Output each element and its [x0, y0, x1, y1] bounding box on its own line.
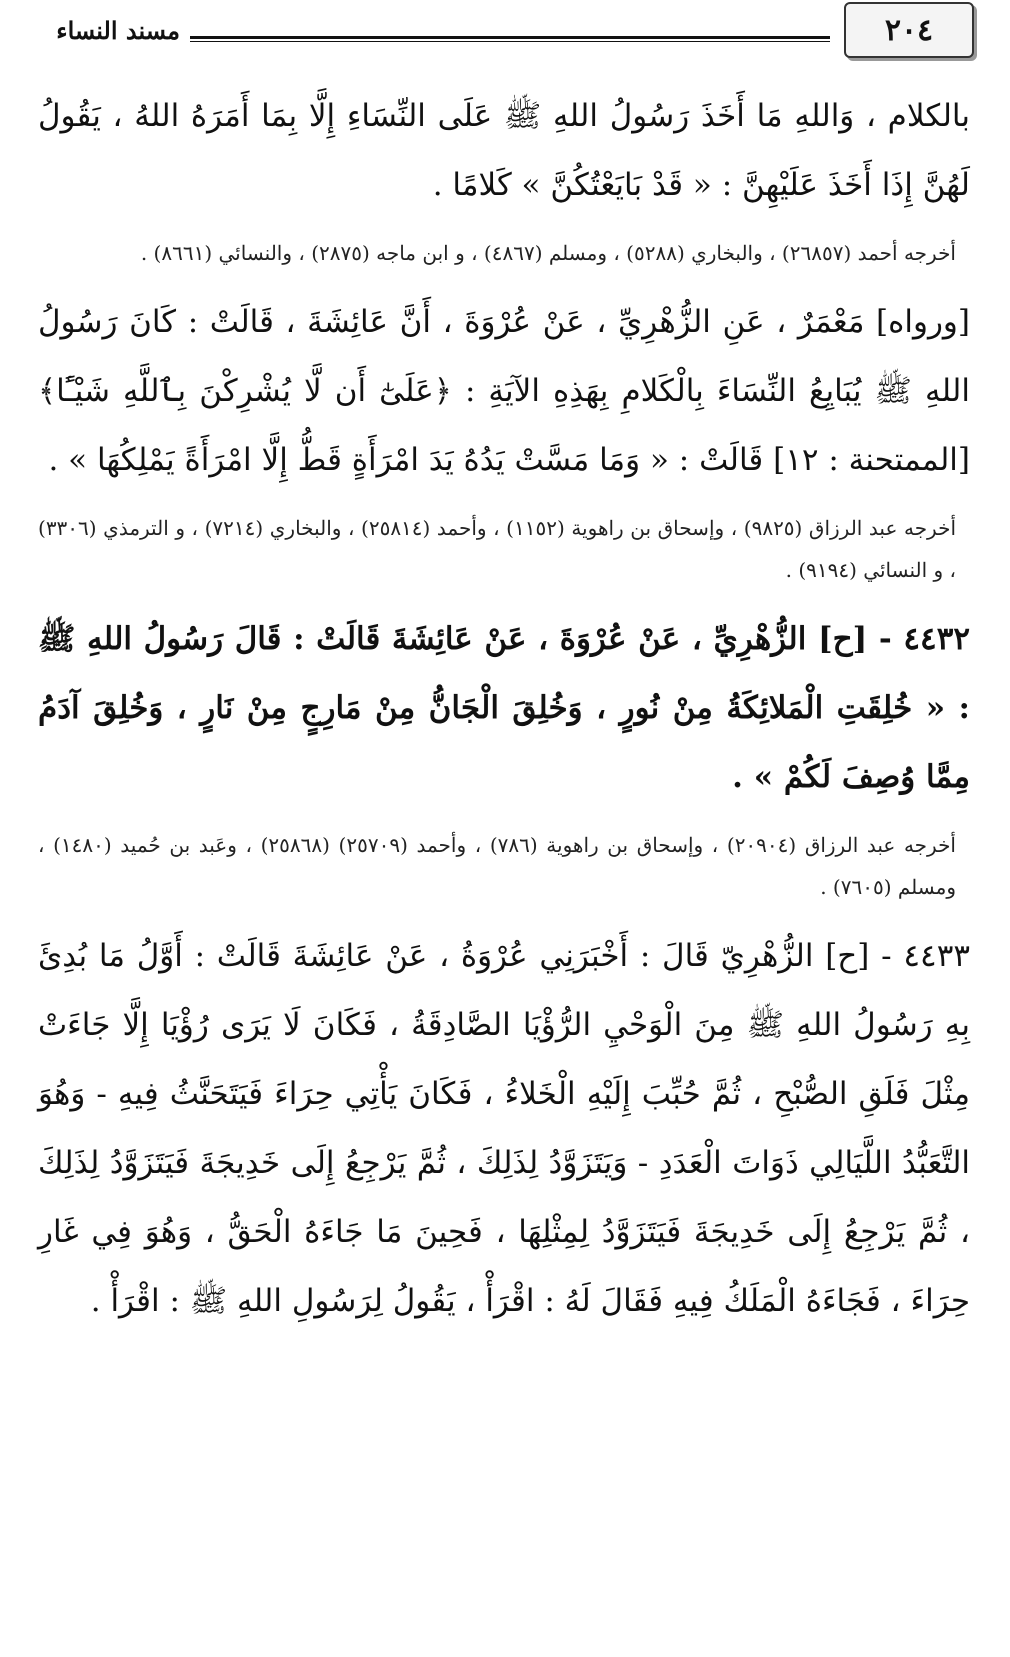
footnote: أخرجه عبد الرزاق (٢٠٩٠٤) ، وإسحاق بن راهوية (٧٨٦) ، وأحمد (٢٥٧٠٩) (٢٥٨٦٨) ، وعَبد بن حُميد (١٤٨٠) ، ومسلم (٧٦٠٥) . [38, 833, 956, 899]
header-divider [190, 36, 830, 42]
hadith-4433: ٤٤٣٣ - [ح] الزُّهْرِيّ قَالَ : أَخْبَرَنِي عُرْوَةُ ، عَنْ عَائِشَةَ قَالَتْ : أَوَّلُ مَا بُدِئَ بِهِ رَسُولُ اللهِ ﷺ مِنَ الْوَحْيِ الرُّؤْيَا الصَّادِقَةُ ، فَكَانَ لَا يَرَى رُؤْيَا إِلَّا جَاءَتْ مِثْلَ فَلَقِ الصُّبْحِ ، ثُمَّ حُبِّبَ إِلَيْهِ الْخَلاءُ ، فَكَانَ يَأْتِي حِرَاءَ فَيَتَحَنَّثُ فِيهِ - وَهُوَ التَّعَبُّدُ اللَّيَالِي ذَوَاتَ الْعَدَدِ - وَيَتَزَوَّدُ لِذَلِكَ ، ثُمَّ يَرْجِعُ إِلَى خَدِيجَةَ فَيَتَزَوَّدُ لِذَلِكَ ، ثُمَّ يَرْجِعُ إِلَى خَدِيجَةَ فَيَتَزَوَّدُ لِمِثْلِهَا ، فَحِينَ مَا جَاءَهُ الْحَقُّ ، وَهُوَ فِي غَارِ حِرَاءَ ، فَجَاءَهُ الْمَلَكُ فِيهِ فَقَالَ لَهُ : اقْرَأْ ، يَقُولُ لِرَسُولِ اللهِ ﷺ : اقْرَأْ . [38, 938, 970, 1319]
text-paragraph: [ورواه] مَعْمَرٌ ، عَنِ الزُّهْرِيِّ ، عَنْ عُرْوَةَ ، أَنَّ عَائِشَةَ ، قَالَتْ : كَانَ رَسُولُ اللهِ ﷺ يُبَايِعُ النِّسَاءَ بِالْكَلامِ بِهَذِهِ الآيَةِ : ﴿عَلَىٰٓ أَن لَّا يُشْرِكْنَ بِٱللَّهِ شَيْـًٔا﴾ [الممتحنة : ١٢] قَالَتْ : « وَمَا مَسَّتْ يَدُهُ يَدَ امْرَأَةٍ قَطُّ إِلَّا امْرَأَةً يَمْلِكُهَا » . [38, 304, 970, 478]
book-title: مسند النساء [56, 16, 180, 45]
text-paragraph: بالكلام ، وَاللهِ مَا أَخَذَ رَسُولُ اللهِ ﷺ عَلَى النِّسَاءِ إِلَّا بِمَا أَمَرَهُ اللهُ ، يَقُولُ لَهُنَّ إِذَا أَخَذَ عَلَيْهِنَّ : « قَدْ بَايَعْتُكُنَّ » كَلامًا . [38, 98, 970, 203]
page-number: ٢٠٤ [844, 2, 974, 58]
page-header [0, 0, 1010, 80]
hadith-4432: ٤٤٣٢ - [ح] الزُّهْرِيِّ ، عَنْ عُرْوَةَ ، عَنْ عَائِشَةَ قَالَتْ : قَالَ رَسُولُ اللهِ ﷺ : « خُلِقَتِ الْمَلائِكَةُ مِنْ نُورٍ ، وَخُلِقَ الْجَانُّ مِنْ مَارِجٍ مِنْ نَارٍ ، وَخُلِقَ آدَمُ مِمَّا وُصِفَ لَكُمْ » . [38, 621, 970, 795]
page-body [38, 82, 970, 1336]
footnote: أخرجه أحمد (٢٦٨٥٧) ، والبخاري (٥٢٨٨) ، ومسلم (٤٨٦٧) ، و ابن ماجه (٢٨٧٥) ، والنسائي (٨٦٦١) . [140, 241, 956, 265]
footnote: أخرجه عبد الرزاق (٩٨٢٥) ، وإسحاق بن راهوية (١١٥٢) ، وأحمد (٢٥٨١٤) ، والبخاري (٧٢١٤) ، و الترمذي (٣٣٠٦) ، و النسائي (٩١٩٤) . [38, 516, 957, 582]
